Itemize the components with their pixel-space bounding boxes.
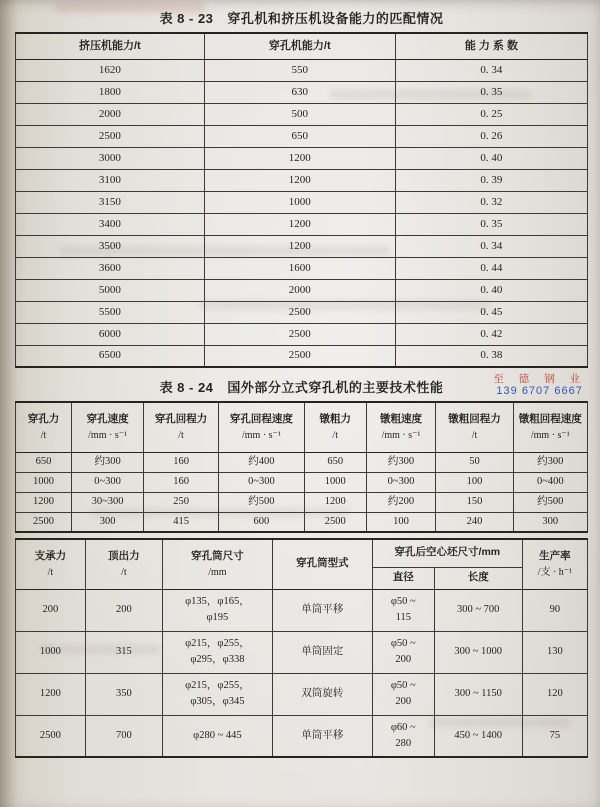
table-row <box>16 673 588 715</box>
table-cell: 0. 40 <box>395 279 587 301</box>
table-cell: 6000 <box>16 323 205 345</box>
column-header: 穿孔回程速度 /mm · s⁻¹ <box>219 402 305 452</box>
column-header-eject-force: 顶出力 /t <box>85 539 162 589</box>
table-cell: φ60 ~ 280 <box>372 715 434 757</box>
table-cell: 3500 <box>16 235 205 257</box>
table-cell: 0~400 <box>513 472 587 492</box>
column-header-diameter: 直径 <box>372 567 434 589</box>
table-cell: 5500 <box>16 301 205 323</box>
table-cell: 约500 <box>219 492 305 512</box>
table-cell: 0. 34 <box>395 235 587 257</box>
column-header-cylinder-type: 穿孔筒型式 <box>272 539 372 589</box>
table-cell: 0. 45 <box>395 301 587 323</box>
table-cell: φ215，φ255， φ305，φ345 <box>163 673 273 715</box>
table-cell: 550 <box>204 59 395 81</box>
table-cell: 2500 <box>204 345 395 367</box>
table-cell: 200 <box>85 589 162 631</box>
column-header-support-force: 支承力 /t <box>16 539 86 589</box>
table-cell: 0. 39 <box>395 169 587 191</box>
column-header: 能 力 系 数 <box>395 33 587 59</box>
table-cell: 1200 <box>304 492 366 512</box>
table-cell: φ280 ~ 445 <box>163 715 273 757</box>
table-cell: 0. 34 <box>395 59 587 81</box>
table-cell: 0. 26 <box>395 125 587 147</box>
column-header: 穿孔回程力 /t <box>144 402 219 452</box>
table-cell: 415 <box>144 512 219 532</box>
table-cell: 30~300 <box>72 492 144 512</box>
column-header: 穿孔速度 /mm · s⁻¹ <box>72 402 144 452</box>
table-cell: 0. 40 <box>395 147 587 169</box>
table-cell: 3600 <box>16 257 205 279</box>
table-8-24-caption: 国外部分立式穿孔机的主要技术性能 <box>227 380 444 395</box>
table-cell: 150 <box>436 492 513 512</box>
table-cell: 单筒平移 <box>272 715 372 757</box>
column-header-billet-size: 穿孔后空心坯尺寸/mm <box>372 539 522 567</box>
piercer-dimensions-table-body <box>16 589 588 757</box>
table-cell: 0. 35 <box>395 213 587 235</box>
table-cell: 0. 35 <box>395 81 587 103</box>
column-header: 镦粗速度 /mm · s⁻¹ <box>366 402 436 452</box>
table-cell: 500 <box>204 103 395 125</box>
table-cell: 650 <box>16 452 72 472</box>
vendor-watermark-phone: 139 6707 6667 <box>496 385 583 398</box>
table-cell: φ50 ~ 200 <box>372 631 434 673</box>
table-cell: 约300 <box>513 452 587 472</box>
table-8-23-number: 表 8 - 23 <box>159 11 214 26</box>
table-cell: 1200 <box>16 673 86 715</box>
table-cell: 160 <box>144 472 219 492</box>
table-cell: 0~300 <box>219 472 305 492</box>
table-cell: 约400 <box>219 452 305 472</box>
table-cell: 3100 <box>16 169 205 191</box>
table-cell: 2500 <box>204 301 395 323</box>
column-header-length: 长度 <box>434 567 522 589</box>
table-cell: φ50 ~ 115 <box>372 589 434 631</box>
table-8-23-caption: 穿孔机和挤压机设备能力的匹配情况 <box>227 11 444 26</box>
column-header: 穿孔力 /t <box>16 402 72 452</box>
table-cell: 约300 <box>72 452 144 472</box>
table-cell: 2500 <box>16 125 205 147</box>
table-cell: 双筒旋转 <box>272 673 372 715</box>
table-row <box>16 125 588 147</box>
table-cell: 1200 <box>204 169 395 191</box>
table-cell: 650 <box>304 452 366 472</box>
column-header: 挤压机能力/t <box>16 33 205 59</box>
table-cell: 120 <box>522 673 587 715</box>
capacity-matching-table-header <box>16 33 588 59</box>
column-header: 镦粗力 /t <box>304 402 366 452</box>
table-cell: 0~300 <box>366 472 436 492</box>
table-8-23-title <box>15 8 588 27</box>
table-cell: 5000 <box>16 279 205 301</box>
table-cell: 1000 <box>304 472 366 492</box>
table-cell: φ215，φ255， φ295，φ338 <box>163 631 273 673</box>
table-cell: 300 ~ 700 <box>434 589 522 631</box>
table-cell: 约300 <box>366 452 436 472</box>
table-cell: 700 <box>85 715 162 757</box>
table-cell: φ135，φ165， φ195 <box>163 589 273 631</box>
vendor-watermark <box>493 373 586 398</box>
table-row <box>16 715 588 757</box>
table-cell: 630 <box>204 81 395 103</box>
table-row <box>16 301 588 323</box>
table-cell: 2500 <box>304 512 366 532</box>
column-header: 镦粗回程速度 /mm · s⁻¹ <box>513 402 587 452</box>
table-cell: 50 <box>436 452 513 472</box>
table-cell: 100 <box>436 472 513 492</box>
table-row <box>16 147 588 169</box>
piercer-performance-table-header <box>16 402 588 452</box>
table-cell: 1600 <box>204 257 395 279</box>
table-row <box>16 81 588 103</box>
table-cell: 2500 <box>16 715 86 757</box>
table-cell: 6500 <box>16 345 205 367</box>
table-cell: 90 <box>522 589 587 631</box>
table-row <box>16 512 588 532</box>
column-header: 镦粗回程力 /t <box>436 402 513 452</box>
header-row <box>16 33 588 59</box>
table-row <box>16 323 588 345</box>
table-cell: 350 <box>85 673 162 715</box>
table-row <box>16 279 588 301</box>
table-row <box>16 235 588 257</box>
vendor-watermark-name: 至 德 钢 业 <box>493 373 586 385</box>
table-row <box>16 472 588 492</box>
table-row <box>16 257 588 279</box>
table-cell: 160 <box>144 452 219 472</box>
table-row <box>16 191 588 213</box>
table-cell: 1620 <box>16 59 205 81</box>
table-cell: 1200 <box>16 492 72 512</box>
table-cell: 1000 <box>16 472 72 492</box>
table-cell: 1200 <box>204 213 395 235</box>
column-header-cylinder-size: 穿孔筒尺寸 /mm <box>163 539 273 589</box>
table-cell: 250 <box>144 492 219 512</box>
header-row <box>16 402 588 452</box>
table-cell: 1800 <box>16 81 205 103</box>
table-cell: 0. 44 <box>395 257 587 279</box>
piercer-dimensions-table-header <box>16 539 588 589</box>
capacity-matching-table <box>15 32 588 368</box>
table-cell: 0~300 <box>72 472 144 492</box>
piercer-performance-table-body <box>16 452 588 532</box>
table-cell: 0. 38 <box>395 345 587 367</box>
table-cell: 450 ~ 1400 <box>434 715 522 757</box>
table-cell: 300 ~ 1150 <box>434 673 522 715</box>
table-cell: 1200 <box>204 147 395 169</box>
table-cell: 300 <box>513 512 587 532</box>
table-cell: 约500 <box>513 492 587 512</box>
table-cell: 200 <box>16 589 86 631</box>
table-cell: φ50 ~ 200 <box>372 673 434 715</box>
table-cell: 315 <box>85 631 162 673</box>
table-cell: 2500 <box>204 323 395 345</box>
table-row <box>16 345 588 367</box>
table-cell: 3150 <box>16 191 205 213</box>
capacity-matching-table-body <box>16 59 588 367</box>
table-row <box>16 169 588 191</box>
table-cell: 3400 <box>16 213 205 235</box>
table-row <box>16 59 588 81</box>
table-8-24-number: 表 8 - 24 <box>159 380 214 395</box>
table-cell: 3000 <box>16 147 205 169</box>
column-header-production-rate: 生产率 /支 · h⁻¹ <box>522 539 587 589</box>
table-row <box>16 492 588 512</box>
table-cell: 单筒固定 <box>272 631 372 673</box>
table-cell: 0. 42 <box>395 323 587 345</box>
piercer-dimensions-table <box>15 538 588 758</box>
table-cell: 单筒平移 <box>272 589 372 631</box>
table-cell: 600 <box>219 512 305 532</box>
table-cell: 650 <box>204 125 395 147</box>
table-cell: 2000 <box>16 103 205 125</box>
table-row <box>16 452 588 472</box>
table-cell: 100 <box>366 512 436 532</box>
column-header: 穿孔机能力/t <box>204 33 395 59</box>
table-cell: 300 <box>72 512 144 532</box>
table-cell: 约200 <box>366 492 436 512</box>
table-cell: 75 <box>522 715 587 757</box>
table-cell: 130 <box>522 631 587 673</box>
table-cell: 1000 <box>16 631 86 673</box>
piercer-performance-table <box>15 401 588 533</box>
table-cell: 300 ~ 1000 <box>434 631 522 673</box>
table-row <box>16 589 588 631</box>
table-cell: 1200 <box>204 235 395 257</box>
header-row <box>16 539 588 567</box>
table-cell: 2000 <box>204 279 395 301</box>
table-cell: 0. 25 <box>395 103 587 125</box>
table-row <box>16 631 588 673</box>
table-cell: 2500 <box>16 512 72 532</box>
table-row <box>16 213 588 235</box>
table-8-24-title <box>15 373 588 398</box>
table-cell: 240 <box>436 512 513 532</box>
table-cell: 0. 32 <box>395 191 587 213</box>
table-cell: 1000 <box>204 191 395 213</box>
table-row <box>16 103 588 125</box>
